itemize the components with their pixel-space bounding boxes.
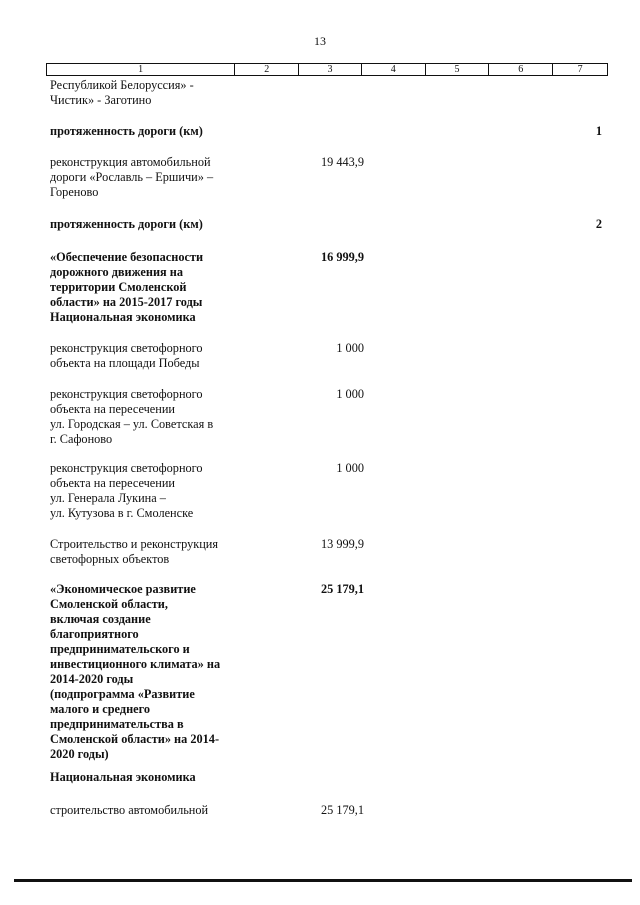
row-description: реконструкция светофорного объекта на площади Победы bbox=[50, 341, 203, 370]
column-number-5: 5 bbox=[426, 64, 490, 75]
row-value-col7: 2 bbox=[595, 217, 602, 231]
row-value-col7: 1 bbox=[595, 124, 602, 138]
row-value-col3: 16 999,9 bbox=[320, 250, 364, 264]
row-description: Строительство и реконструкция светофорных объектов bbox=[50, 537, 219, 566]
row-value-col3: 1 000 bbox=[336, 341, 364, 355]
row-description: строительство автомобильной bbox=[50, 803, 209, 817]
row-value-col3: 25 179,1 bbox=[320, 803, 364, 817]
row-value-col3: 13 999,9 bbox=[320, 537, 364, 551]
row-description: реконструкция светофорного объекта на пересечении ул. Генерала Лукина – ул. Кутузова в г. Смоленске bbox=[50, 461, 203, 520]
column-number-1: 1 bbox=[47, 64, 235, 75]
row-description: Национальная экономика bbox=[50, 770, 196, 784]
column-number-2: 2 bbox=[235, 64, 299, 75]
column-number-7: 7 bbox=[577, 64, 583, 75]
column-number-6: 6 bbox=[489, 64, 553, 75]
row-description: «Обеспечение безопасности дорожного движения на территории Смоленской области» на 2015-2017 годы Национальная экономика bbox=[50, 250, 204, 324]
row-description: реконструкция светофорного объекта на пересечении ул. Городская – ул. Советская в г. Сафоново bbox=[50, 387, 214, 446]
row-description: «Экономическое развитие Смоленской области, включая создание благоприятного предпринимательского и инвестиционного климата» на 2014-2020 годы (подпрограмма «Развитие малого и среднего предпринимательства в Смоленской области» на 2014- 2020 годы) bbox=[50, 582, 221, 761]
row-description: протяженность дороги (км) bbox=[50, 124, 203, 138]
row-value-col3: 19 443,9 bbox=[320, 155, 364, 169]
row-description: протяженность дороги (км) bbox=[50, 217, 203, 231]
column-number-4: 4 bbox=[362, 64, 426, 75]
row-value-col3: 1 000 bbox=[336, 387, 364, 401]
row-value-col3: 25 179,1 bbox=[320, 582, 364, 596]
row-value-col3: 1 000 bbox=[336, 461, 364, 475]
row-description: Республикой Белоруссия» - Чистик» - Заготино bbox=[50, 78, 194, 107]
table-column-header bbox=[46, 63, 608, 76]
row-description: реконструкция автомобильной дороги «Рославль – Ершичи» – Гореново bbox=[50, 155, 214, 199]
column-number-3: 3 bbox=[299, 64, 362, 75]
page-number: 13 bbox=[314, 34, 326, 48]
bottom-divider bbox=[14, 879, 632, 882]
